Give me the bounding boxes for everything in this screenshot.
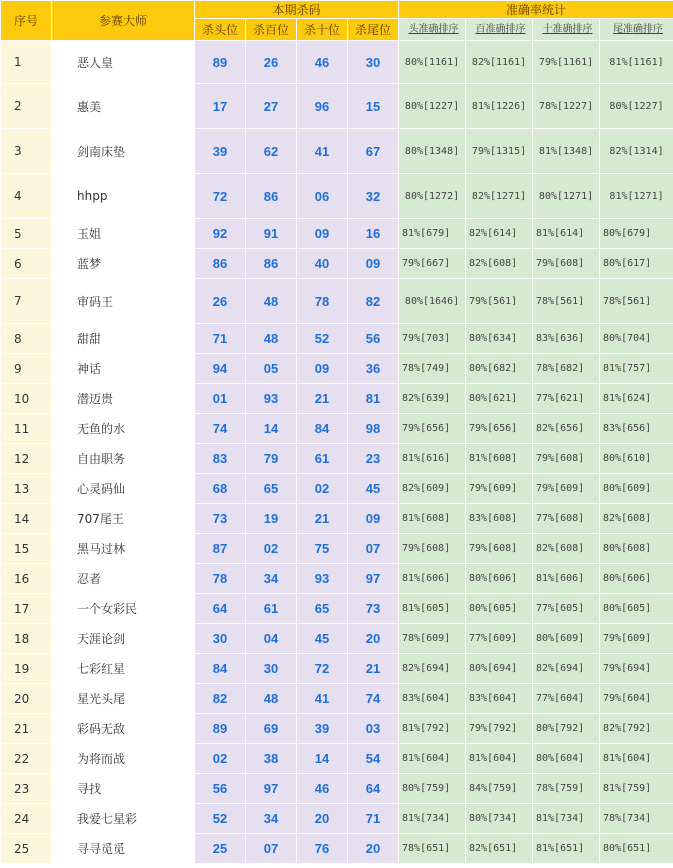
accuracy-value: 77%[608] [533,504,600,534]
kill-number: 20 [297,804,348,834]
accuracy-value: 78%[759] [533,774,600,804]
kill-number: 56 [195,774,246,804]
table-row [1,654,673,684]
kill-number: 86 [246,249,297,279]
master-name: 寻找 [52,774,195,804]
kill-number: 14 [246,414,297,444]
accuracy-value: 81%[734] [399,804,466,834]
master-name: 心灵码仙 [52,474,195,504]
accuracy-value: 80%[634] [466,324,533,354]
accuracy-value: 80%[609] [533,624,600,654]
accuracy-value: 81%[759] [600,774,673,804]
row-index: 25 [1,834,52,864]
kill-number: 64 [195,594,246,624]
accuracy-value: 80%[694] [466,654,533,684]
accuracy-value: 79%[792] [466,714,533,744]
accuracy-value: 83%[604] [466,684,533,714]
kill-number: 03 [348,714,399,744]
kill-number: 21 [297,504,348,534]
master-name: 为将而战 [52,744,195,774]
accuracy-value: 81%[1226] [466,84,533,129]
accuracy-value: 81%[604] [600,744,673,774]
row-index: 10 [1,384,52,414]
kill-number: 89 [195,41,246,84]
accuracy-value: 81%[604] [399,744,466,774]
master-name: 惠美 [52,84,195,129]
kill-number: 71 [348,804,399,834]
kill-number: 72 [297,654,348,684]
master-name: 恶人皇 [52,41,195,84]
kill-number: 19 [246,504,297,534]
accuracy-value: 80%[1646] [399,279,466,324]
kill-number: 54 [348,744,399,774]
accuracy-value: 82%[608] [600,504,673,534]
table-row [1,594,673,624]
kill-number: 41 [297,129,348,174]
accuracy-value: 81%[757] [600,354,673,384]
kill-number: 84 [195,654,246,684]
kill-number: 45 [297,624,348,654]
kill-number: 16 [348,219,399,249]
accuracy-value: 81%[679] [399,219,466,249]
accuracy-value: 78%[651] [399,834,466,864]
accuracy-value: 78%[734] [600,804,673,834]
accuracy-value: 81%[606] [399,564,466,594]
table-row [1,444,673,474]
accuracy-value: 80%[1348] [399,129,466,174]
accuracy-value: 81%[605] [399,594,466,624]
kill-number: 14 [297,744,348,774]
kill-number: 81 [348,384,399,414]
accuracy-value: 80%[605] [600,594,673,624]
kill-number: 48 [246,684,297,714]
master-name: 星光头尾 [52,684,195,714]
kill-number: 96 [297,84,348,129]
kill-number: 73 [195,504,246,534]
master-name: 天涯论剑 [52,624,195,654]
accuracy-value: 81%[608] [466,444,533,474]
accuracy-value: 78%[1227] [533,84,600,129]
accuracy-value: 81%[616] [399,444,466,474]
master-name: 707尾王 [52,504,195,534]
accuracy-value: 82%[651] [466,834,533,864]
accuracy-value: 80%[606] [466,564,533,594]
accuracy-value: 79%[561] [466,279,533,324]
accuracy-value: 79%[656] [466,414,533,444]
accuracy-sort-link[interactable]: 头准确排序 [399,19,466,41]
row-index: 23 [1,774,52,804]
accuracy-value: 83%[636] [533,324,600,354]
accuracy-sort-link[interactable]: 百准确排序 [466,19,533,41]
kill-number: 67 [348,129,399,174]
accuracy-value: 79%[608] [399,534,466,564]
kill-number: 75 [297,534,348,564]
master-name: 寻寻觅觅 [52,834,195,864]
kill-number: 52 [195,804,246,834]
kill-number: 34 [246,804,297,834]
kill-number: 78 [297,279,348,324]
accuracy-value: 80%[610] [600,444,673,474]
table-row [1,354,673,384]
kill-number: 79 [246,444,297,474]
kill-number: 45 [348,474,399,504]
accuracy-value: 80%[759] [399,774,466,804]
kill-number: 39 [297,714,348,744]
accuracy-value: 80%[1272] [399,174,466,219]
accuracy-value: 79%[609] [533,474,600,504]
master-name: 审码王 [52,279,195,324]
table-row [1,684,673,714]
accuracy-value: 82%[792] [600,714,673,744]
kill-number: 97 [348,564,399,594]
accuracy-value: 80%[1161] [399,41,466,84]
row-index: 4 [1,174,52,219]
kill-number: 30 [195,624,246,654]
kill-number: 02 [195,744,246,774]
accuracy-value: 81%[608] [399,504,466,534]
kill-number: 74 [348,684,399,714]
accuracy-value: 80%[679] [600,219,673,249]
accuracy-value: 80%[1227] [399,84,466,129]
master-name: 黑马过林 [52,534,195,564]
kill-number: 17 [195,84,246,129]
accuracy-value: 79%[667] [399,249,466,279]
kill-number: 07 [348,534,399,564]
kill-number: 04 [246,624,297,654]
index-header: 序号 [1,1,52,41]
accuracy-value: 82%[1314] [600,129,673,174]
accuracy-value: 79%[608] [466,534,533,564]
kill-number: 09 [348,249,399,279]
kill-col-header: 杀头位 [195,19,246,41]
accuracy-value: 80%[1271] [533,174,600,219]
accuracy-value: 82%[694] [533,654,600,684]
kill-number: 46 [297,774,348,804]
accuracy-value: 81%[651] [533,834,600,864]
kill-number: 93 [297,564,348,594]
table-row [1,804,673,834]
master-name: 彩码无敌 [52,714,195,744]
accuracy-value: 80%[617] [600,249,673,279]
accuracy-value: 83%[656] [600,414,673,444]
table-row [1,279,673,324]
row-index: 22 [1,744,52,774]
accuracy-value: 81%[792] [399,714,466,744]
kill-number: 07 [246,834,297,864]
accuracy-value: 82%[1271] [466,174,533,219]
kill-number: 69 [246,714,297,744]
kill-number: 20 [348,624,399,654]
kill-number: 38 [246,744,297,774]
kill-number: 61 [246,594,297,624]
kill-number: 98 [348,414,399,444]
kill-number: 92 [195,219,246,249]
kill-number: 78 [195,564,246,594]
accuracy-value: 82%[608] [533,534,600,564]
accuracy-value: 80%[651] [600,834,673,864]
accuracy-value: 80%[792] [533,714,600,744]
accuracy-value: 82%[694] [399,654,466,684]
accuracy-value: 79%[609] [600,624,673,654]
kill-number: 83 [195,444,246,474]
kill-group-header: 本期杀码 [195,1,399,19]
accuracy-value: 78%[561] [533,279,600,324]
master-name: 潜迈贵 [52,384,195,414]
kill-number: 84 [297,414,348,444]
accuracy-value: 78%[561] [600,279,673,324]
kill-number: 73 [348,594,399,624]
master-name: 我爱七星彩 [52,804,195,834]
table-row [1,249,673,279]
kill-number: 21 [348,654,399,684]
accuracy-value: 81%[606] [533,564,600,594]
row-index: 17 [1,594,52,624]
table-row [1,834,673,864]
kill-number: 72 [195,174,246,219]
row-index: 15 [1,534,52,564]
accuracy-value: 84%[759] [466,774,533,804]
row-index: 20 [1,684,52,714]
accuracy-value: 82%[614] [466,219,533,249]
accuracy-value: 80%[609] [600,474,673,504]
kill-number: 36 [348,354,399,384]
accuracy-value: 80%[606] [600,564,673,594]
kill-col-header: 杀十位 [297,19,348,41]
table-body [1,41,673,864]
kill-col-header: 杀尾位 [348,19,399,41]
kill-number: 65 [246,474,297,504]
kill-number: 21 [297,384,348,414]
kill-number: 71 [195,324,246,354]
table-row [1,504,673,534]
kill-number: 09 [297,219,348,249]
kill-number: 97 [246,774,297,804]
row-index: 2 [1,84,52,129]
accuracy-sort-link[interactable]: 十准确排序 [533,19,600,41]
accuracy-value: 79%[656] [399,414,466,444]
kill-number: 40 [297,249,348,279]
table-row [1,714,673,744]
kill-number: 01 [195,384,246,414]
accuracy-value: 79%[608] [533,444,600,474]
table-row [1,129,673,174]
row-index: 3 [1,129,52,174]
master-name: hhpp [52,174,195,219]
accuracy-value: 78%[682] [533,354,600,384]
table-row [1,41,673,84]
accuracy-value: 78%[749] [399,354,466,384]
kill-number: 34 [246,564,297,594]
accuracy-sort-link[interactable]: 尾准确排序 [600,19,673,41]
row-index: 24 [1,804,52,834]
kill-col-header: 杀百位 [246,19,297,41]
kill-number: 65 [297,594,348,624]
kill-number: 23 [348,444,399,474]
accuracy-value: 79%[608] [533,249,600,279]
table-row [1,534,673,564]
accuracy-value: 79%[703] [399,324,466,354]
kill-number: 82 [348,279,399,324]
master-name: 蓝梦 [52,249,195,279]
row-index: 19 [1,654,52,684]
row-index: 11 [1,414,52,444]
kill-number: 46 [297,41,348,84]
accuracy-value: 80%[682] [466,354,533,384]
kill-number: 94 [195,354,246,384]
accuracy-value: 80%[1227] [600,84,673,129]
master-name: 玉姐 [52,219,195,249]
kill-number: 82 [195,684,246,714]
kill-number: 26 [246,41,297,84]
kill-number: 09 [348,504,399,534]
table-row [1,474,673,504]
kill-number: 76 [297,834,348,864]
master-name: 七彩红星 [52,654,195,684]
accuracy-value: 79%[694] [600,654,673,684]
accuracy-value: 81%[734] [533,804,600,834]
accuracy-value: 81%[604] [466,744,533,774]
master-name: 无鱼的水 [52,414,195,444]
accuracy-value: 83%[608] [466,504,533,534]
master-header: 参赛大师 [52,1,195,41]
kill-number: 39 [195,129,246,174]
kill-number: 06 [297,174,348,219]
row-index: 18 [1,624,52,654]
row-index: 6 [1,249,52,279]
kill-number: 09 [297,354,348,384]
kill-number: 56 [348,324,399,354]
accuracy-value: 80%[621] [466,384,533,414]
row-index: 1 [1,41,52,84]
accuracy-value: 80%[734] [466,804,533,834]
master-name: 自由职务 [52,444,195,474]
table-row [1,384,673,414]
master-name: 神话 [52,354,195,384]
kill-number: 27 [246,84,297,129]
accuracy-value: 79%[1315] [466,129,533,174]
row-index: 13 [1,474,52,504]
row-index: 21 [1,714,52,744]
kill-number: 89 [195,714,246,744]
accuracy-value: 80%[605] [466,594,533,624]
kill-number: 93 [246,384,297,414]
accuracy-value: 81%[614] [533,219,600,249]
kill-number: 64 [348,774,399,804]
kill-number: 25 [195,834,246,864]
accuracy-value: 78%[609] [399,624,466,654]
kill-number: 74 [195,414,246,444]
table-row [1,219,673,249]
accuracy-group-header: 准确率统计 [399,1,673,19]
kill-number: 02 [246,534,297,564]
kill-number: 30 [246,654,297,684]
accuracy-value: 80%[608] [600,534,673,564]
kill-number: 02 [297,474,348,504]
row-index: 8 [1,324,52,354]
accuracy-value: 81%[1271] [600,174,673,219]
kill-number: 05 [246,354,297,384]
accuracy-value: 81%[1161] [600,41,673,84]
kill-number: 30 [348,41,399,84]
kill-number: 91 [246,219,297,249]
kill-number: 61 [297,444,348,474]
master-name: 一个女彩民 [52,594,195,624]
accuracy-value: 81%[1348] [533,129,600,174]
accuracy-value: 77%[609] [466,624,533,654]
table-row [1,774,673,804]
row-index: 14 [1,504,52,534]
kill-number: 68 [195,474,246,504]
accuracy-value: 79%[604] [600,684,673,714]
accuracy-value: 79%[609] [466,474,533,504]
accuracy-value: 82%[609] [399,474,466,504]
accuracy-value: 82%[656] [533,414,600,444]
kill-number: 62 [246,129,297,174]
row-index: 9 [1,354,52,384]
row-index: 16 [1,564,52,594]
kill-number: 15 [348,84,399,129]
row-index: 5 [1,219,52,249]
row-index: 12 [1,444,52,474]
master-name: 甜甜 [52,324,195,354]
accuracy-value: 79%[1161] [533,41,600,84]
accuracy-value: 77%[605] [533,594,600,624]
accuracy-value: 82%[1161] [466,41,533,84]
kill-number: 86 [195,249,246,279]
accuracy-value: 82%[639] [399,384,466,414]
kill-number: 87 [195,534,246,564]
accuracy-value: 80%[604] [533,744,600,774]
accuracy-value: 81%[624] [600,384,673,414]
accuracy-value: 77%[604] [533,684,600,714]
table-row [1,414,673,444]
kill-number: 86 [246,174,297,219]
kill-number: 48 [246,279,297,324]
master-name: 忍者 [52,564,195,594]
accuracy-value: 82%[608] [466,249,533,279]
master-name: 剑南床垫 [52,129,195,174]
table-row [1,624,673,654]
kill-number: 32 [348,174,399,219]
kill-number: 41 [297,684,348,714]
accuracy-value: 83%[604] [399,684,466,714]
table-row [1,84,673,129]
accuracy-value: 77%[621] [533,384,600,414]
table-row [1,174,673,219]
kill-number: 26 [195,279,246,324]
kill-number: 20 [348,834,399,864]
accuracy-value: 80%[704] [600,324,673,354]
kill-number: 48 [246,324,297,354]
table-row [1,564,673,594]
kill-number: 52 [297,324,348,354]
table-row [1,324,673,354]
row-index: 7 [1,279,52,324]
table-row [1,744,673,774]
